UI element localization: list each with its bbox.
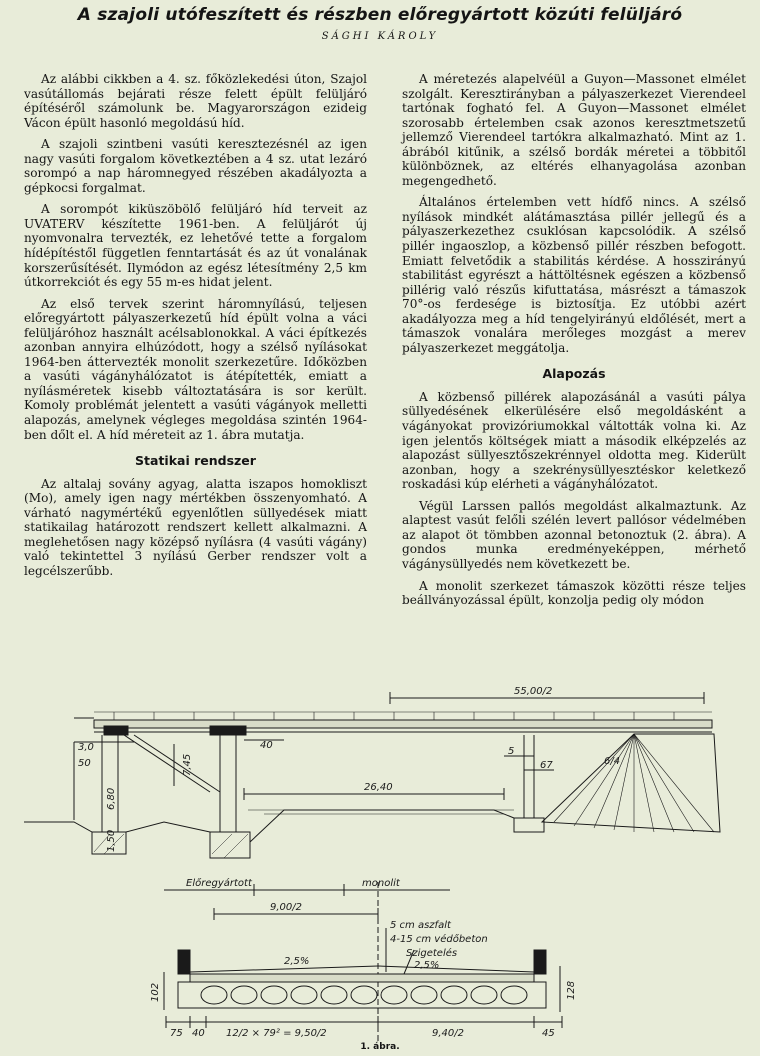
section-heading-statikai: Statikai rendszer (135, 453, 256, 469)
bridge-drawing (14, 682, 748, 1044)
dim-30: 3,0 (78, 742, 94, 753)
right-column (402, 72, 746, 615)
paragraph: A méretezés alapelvéül a Guyon—Massonet elmélet szolgált. Keresztirányban a pályaszerkezet Vierendeel tartónak fogható fel. A Guyon—Massonet elmélet szorosabb értelemben csak azonos keresztmetszetű jellemző Vierendeel tartókra alkalmazható. Mint az 1. ábrából kitűnik, a szélső bordák méretei a többitől különböznek, az eltérés elhanyagolása azonban megengedhető. (402, 72, 746, 188)
paragraph: Az alábbi cikkben a 4. sz. főközlekedési úton, Szajol vasútállomás bejárati része felett épült felüljáró építéséről számolunk be. Magyarországon ezideig Vácon épült hasonló megoldású híd. (24, 72, 367, 130)
label-asphalt: 5 cm aszfalt (390, 920, 451, 931)
article-author: SÁGHI KÁROLY (321, 31, 439, 42)
label-slope-left: 2,5% (284, 956, 310, 967)
dim-40: 40 (260, 740, 273, 751)
dim-745: 7,45 (182, 753, 193, 776)
slope-label: 6/4 (604, 756, 621, 767)
dim-67: 67 (540, 760, 553, 771)
paragraph: A monolit szerkezet támaszok közötti része teljes beállványozással épült, konzolja pedig oly módon (402, 578, 746, 608)
label-monolit: monolit (362, 878, 400, 889)
paragraph: A szajoli szintbeni vasúti keresztezésnél az igen nagy vasúti forgalom következtében a 4 sz. utat lezáró sorompó a nap háromnegyed részében akadályozta a gépkocsi forgalmat. (24, 137, 367, 195)
dim-bottom-940: 9,40/2 (432, 1028, 464, 1039)
dim-bottom-formula: 12/2 × 79² = 9,50/2 (226, 1028, 327, 1039)
dim-depth-left: 102 (150, 982, 161, 1002)
label-slope-right: 2,5% (414, 960, 440, 971)
dim-half-width: 9,00/2 (270, 902, 302, 913)
dim-2640: 26,40 (364, 782, 393, 793)
left-column (24, 72, 367, 586)
dim-680: 6,80 (106, 787, 117, 810)
figure-caption: 1. ábra. (360, 1042, 400, 1052)
label-insulation: Szigetelés (406, 948, 458, 959)
dim-150: 1,50 (106, 829, 117, 852)
dim-bottom-45: 45 (542, 1028, 555, 1039)
label-precast: Előregyártott (186, 878, 252, 889)
dim-50: 50 (78, 758, 91, 769)
dim-half-length: 55,00/2 (514, 686, 553, 697)
article-title: A szajoli utófeszített és részben előregyártott közúti felüljáró (77, 5, 683, 25)
paragraph: Az altalaj sovány agyag, alatta iszapos homokliszt (Mo), amely igen nagy mértékben összenyomható. A várható nagymértékű egyenlőtlen süllyedések miatt statikailag határozott rendszert kellett alkalmazni. A meglehetősen nagy középső nyílásra (4 vasúti vágány) való tekintettel 3 nyílású Gerber rendszer volt a legcélszerűbb. (24, 476, 367, 578)
dim-bottom-75: 75 (170, 1028, 183, 1039)
dim-depth-right: 128 (566, 980, 577, 1000)
paragraph: A sorompót kiküszöbölő felüljáró híd terveit az UVATERV készítette 1961-ben. A felüljárót új nyomvonalra tervezték, ez lehetővé tette a forgalom hídépítéstől független fenntartását és az út vonalának korszerűsítését. Ilymódon az egész létesítmény 2,5 km útkorrekciót és egy 55 m-es hidat jelent. (24, 202, 367, 290)
paragraph: A közbenső pillérek alapozásánál a vasúti pálya süllyedésének elkerülésére első megoldásként a vágányokat provizóriumokkal váltották volna ki. Az igen jelentős költségek miatt a második elképzelés az alapozást süllyesztőszekrénnyel oldotta meg. Kiderült azonban, hogy a szekrénysüllyesztéskor keletkező roskadási kúp elérheti a vágányhálózatot. (402, 389, 746, 492)
section-heading-alapozas: Alapozás (542, 366, 606, 382)
paragraph: Az első tervek szerint háromnyílású, teljesen előregyártott pályaszerkezetű híd épült volna a váci felüljáróhoz használt acélsablonokkal. A váci építkezés azonban annyira elhúzódott, hogy a szélső nyílásokat 1964-ben áttervezték monolit szerkezetűre. Időközben a vasúti vágányhálózatot is átépítették, emiatt a nyílásméretek kisebb változtatására is sor került. Komoly problémát jelentett a vasúti vágányok melletti alapozás, amelynek végleges megoldása szintén 1964-ben dőlt el. A híd méreteit az 1. ábra mutatja. (24, 296, 367, 442)
paragraph: Végül Larssen pallós megoldást alkalmaztunk. Az alaptest vasút felőli szélén levert pallósor védelmében az alapot öt tömbben azonnal betonoztuk (2. ábra). A gondos munka eredményeképpen, mérhető vágánysüllyedés nem következett be. (402, 498, 746, 571)
paragraph: Általános értelemben vett hídfő nincs. A szélső nyílások mindkét alátámasztása pillér jellegű és a pályaszerkezethez csuklósan kapcsolódik. A szélső pillér ingaoszlop, a közbenső pillér részben befogott. Emiatt felvetődik a stabilitás kérdése. A hosszirányú stabilitást egyrészt a háttöltésnek egészen a közbenső pillérig való részűs kifuttatása, másrészt a támaszok 70°-os ferdesége is biztosítja. Ez utóbbi azért akadályozza meg a híd tengelyirányú eldőlését, mert a támaszok vonalára merőleges mozgást a merev pályaszerkezet meggátolja. (402, 195, 746, 355)
dim-5: 5 (508, 746, 515, 757)
label-protective-concrete: 4-15 cm védőbeton (390, 934, 488, 945)
dim-bottom-40: 40 (192, 1028, 205, 1039)
